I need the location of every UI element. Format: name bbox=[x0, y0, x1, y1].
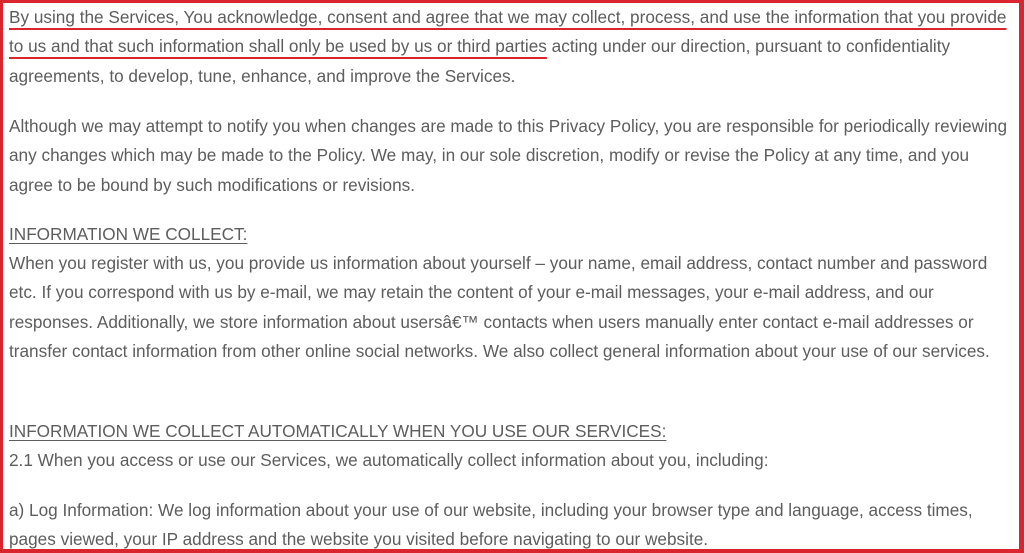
automatic-collection-intro: 2.1 When you access or use our Services, we automatically collect information about you, including: bbox=[9, 450, 769, 470]
automatic-collection-heading bbox=[9, 417, 1013, 446]
information-we-collect-heading bbox=[9, 220, 1013, 249]
automatic-collection-heading-text: INFORMATION WE COLLECT AUTOMATICALLY WHEN YOU USE OUR SERVICES: bbox=[9, 421, 667, 441]
log-information-paragraph: a) Log Information: We log information about your use of our website, including your browser type and language, access times, pages viewed, your IP address and the website you visited before navigating to our website. bbox=[9, 500, 973, 550]
consent-paragraph bbox=[9, 3, 1013, 91]
policy-changes-paragraph: Although we may attempt to notify you when changes are made to this Privacy Policy, you are responsible for periodically reviewing any changes which may be made to the Policy. We may, in our sole discretion, modify or revise the Policy at any time, and you agree to be bound by such modifications or revisions. bbox=[9, 116, 1008, 195]
highlighted-consent-text: By using the Services, You acknowledge, consent and agree that we may collect, process, and use the information that you provide to us and that such information shall only be used by us or third parties bbox=[9, 7, 1007, 57]
consent-text-rest: acting under our direction, pursuant to confidentiality agreements, to develop, tune, enhance, and improve the Services. bbox=[9, 36, 951, 86]
information-we-collect-heading-text: INFORMATION WE COLLECT: bbox=[9, 224, 248, 244]
information-we-collect-paragraph: When you register with us, you provide us information about yourself – your name, email address, contact number and password etc. If you correspond with us by e-mail, we may retain the content of your e-mail messages, your e-mail address, and our responses. Additionally, we store information about usersâ€™ contacts when users manually enter contact e-mail addresses or transfer contact information from other online social networks. We also collect general information about your use of our services. bbox=[9, 253, 990, 362]
